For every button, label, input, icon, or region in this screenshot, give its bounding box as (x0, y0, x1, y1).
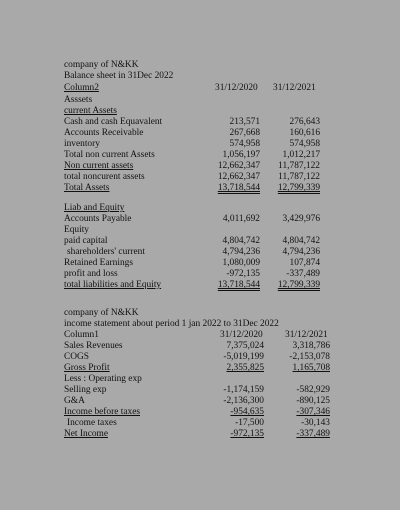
row-value-2020: -5,019,199 (223, 352, 264, 362)
table-row (0, 150, 400, 161)
row-value-2021: 12,799,339 (277, 280, 320, 290)
row-value-2021: -337,489 (296, 429, 330, 439)
bs-equity-heading (0, 225, 400, 236)
row-value-2021: -30,143 (301, 418, 330, 428)
row-label: total liabilities and Equity (64, 280, 162, 290)
row-value-2020: -17,500 (235, 418, 264, 428)
table-row (0, 183, 400, 194)
is-title (0, 319, 400, 330)
row-value-2020: 2,355,825 (226, 363, 264, 373)
is-header-row (0, 330, 400, 341)
row-value-2021: 160,616 (289, 128, 320, 138)
row-label: Accounts Payable (64, 214, 132, 224)
row-value-2021: 11,787,122 (278, 172, 320, 182)
table-row (0, 117, 400, 128)
table-row (0, 128, 400, 139)
row-label: Sales Revenues (64, 341, 123, 351)
row-label: Non current assets (64, 161, 134, 171)
row-label: paid capital (64, 236, 108, 246)
row-value-2020: 574,958 (229, 139, 260, 149)
table-row (0, 396, 400, 407)
table-row (0, 429, 400, 440)
table-row (0, 385, 400, 396)
bs-date1: 31/12/2020 (215, 83, 258, 93)
row-value-2020: -1,174,159 (223, 385, 264, 395)
row-value-2021: 3,318,786 (292, 341, 330, 351)
row-value-2020: -2,136,300 (223, 396, 264, 406)
is-company-text: company of N&KK (64, 308, 139, 318)
row-value-2020: 4,794,236 (222, 247, 260, 257)
bs-equity-label: Equity (64, 225, 89, 235)
is-less-label: Less : Operating exp (64, 374, 142, 384)
row-label: Income before taxes (64, 407, 141, 417)
row-label: Total non current Assets (64, 150, 155, 160)
is-column-header: Column1 (64, 330, 99, 340)
row-value-2021: 4,804,742 (282, 236, 320, 246)
bs-company (0, 60, 400, 71)
is-date1: 31/12/2020 (220, 330, 263, 340)
table-row (0, 363, 400, 374)
bs-company-text: company of N&KK (64, 60, 139, 70)
row-label: Gross Profit (64, 363, 110, 373)
bs-current-assets-label: current Assets (64, 106, 117, 116)
row-value-2021: -890,125 (296, 396, 330, 406)
table-row (0, 214, 400, 225)
row-label: Selling exp (64, 385, 107, 395)
row-value-2020: 12,662,347 (217, 161, 260, 171)
table-row (0, 161, 400, 172)
bs-assets-label: Asssets (64, 95, 93, 105)
table-row (0, 247, 400, 258)
bs-liab-equity-label: Liab and Equity (64, 203, 125, 213)
table-row (0, 352, 400, 363)
row-value-2021: 1,165,708 (292, 363, 330, 373)
row-value-2020: -954,635 (230, 407, 264, 417)
is-company (0, 308, 400, 319)
row-value-2021: 12,799,339 (277, 183, 320, 193)
row-value-2021: -337,489 (286, 269, 320, 279)
row-label: inventory (64, 139, 100, 149)
table-row (0, 418, 400, 429)
row-value-2021: 107,874 (289, 258, 320, 268)
bs-date2: 31/12/2021 (273, 83, 316, 93)
row-value-2020: 4,804,742 (222, 236, 260, 246)
row-value-2021: 11,787,122 (278, 161, 320, 171)
row-value-2021: -2,153,078 (289, 352, 330, 362)
table-row (0, 139, 400, 150)
row-value-2021: 574,958 (289, 139, 320, 149)
table-row (0, 269, 400, 280)
row-value-2020: -972,135 (230, 429, 264, 439)
row-value-2020: 13,718,544 (217, 280, 260, 290)
row-value-2020: 213,571 (229, 117, 260, 127)
row-label: Total Assets (64, 183, 110, 193)
row-label: G&A (64, 396, 85, 406)
row-label: Retained Earnings (64, 258, 133, 268)
bs-assets-heading (0, 95, 400, 106)
table-row (0, 258, 400, 269)
bs-title-text: Balance sheet in 31Dec 2022 (64, 71, 174, 81)
row-value-2021: 1,012,217 (282, 150, 320, 160)
row-value-2021: 276,643 (289, 117, 320, 127)
row-label: total noncurent assets (64, 172, 145, 182)
row-label: COGS (64, 352, 90, 362)
bs-header-row (0, 83, 400, 94)
is-less-heading (0, 374, 400, 385)
bs-current-assets-heading (0, 106, 400, 117)
row-label: shareholders' current (67, 247, 145, 257)
table-row (0, 236, 400, 247)
row-label: Accounts Receivable (64, 128, 144, 138)
row-label: Net Income (64, 429, 108, 439)
row-value-2021: -307,346 (296, 407, 330, 417)
row-value-2020: -972,135 (226, 269, 260, 279)
table-row (0, 341, 400, 352)
row-value-2020: 7,375,024 (226, 341, 264, 351)
row-label: Cash and cash Equavalent (64, 117, 163, 127)
table-row (0, 407, 400, 418)
table-row (0, 280, 400, 291)
row-label: profit and loss (64, 269, 118, 279)
row-value-2020: 267,668 (229, 128, 260, 138)
bs-title (0, 71, 400, 82)
row-value-2020: 12,662,347 (217, 172, 260, 182)
row-value-2021: 4,794,236 (282, 247, 320, 257)
is-title-text: income statement about period 1 jan 2022 to 31Dec 2022 (64, 319, 279, 329)
is-date2: 31/12/2021 (285, 330, 328, 340)
row-value-2020: 4,011,692 (222, 214, 260, 224)
row-value-2020: 1,080,009 (222, 258, 260, 268)
row-value-2020: 1,056,197 (222, 150, 260, 160)
row-value-2021: -582,929 (296, 385, 330, 395)
row-value-2020: 13,718,544 (217, 183, 260, 193)
row-label: Income taxes (67, 418, 117, 428)
row-value-2021: 3,429,976 (282, 214, 320, 224)
bs-column-header: Column2 (64, 83, 99, 93)
table-row (0, 172, 400, 183)
bs-liab-equity-heading (0, 203, 400, 214)
